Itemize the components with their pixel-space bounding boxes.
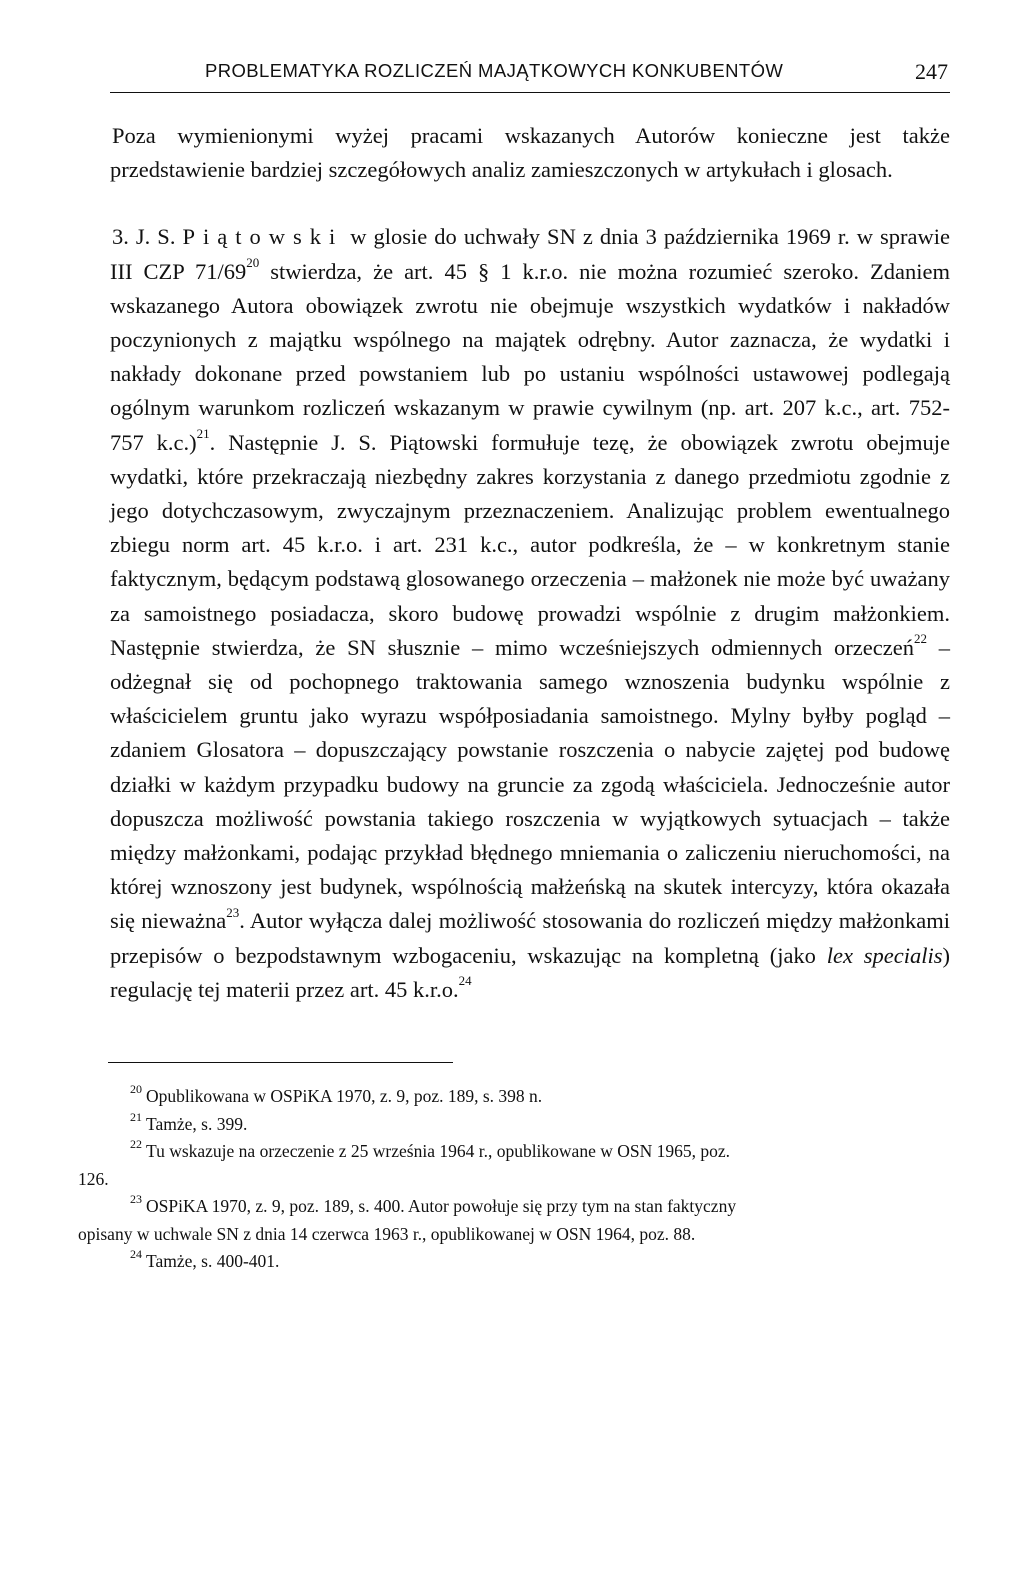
footnote-number: 24 [130, 1247, 142, 1262]
footnote-number: 23 [130, 1192, 142, 1207]
footnote-ref-22[interactable]: 22 [913, 631, 927, 647]
text-segment: . Następnie J. S. Piątowski formułuje tezę, że obowiązek zwrotu obejmuje wydatki, które przekraczają niezbędny zakres korzystania z danego przedmiotu zgodnie z jego dotychczasowym, zwyczajnym przeznaczeniem. Analizując problem ewentualnego zbiegu norm art. 45 k.r.o. i art. 231 k.c., autor podkreśla, że – w konkretnym stanie faktycznym, będącym podstawą glosowanego orzeczenia – małżonek nie może być uważany za samoistnego posiadacza, skoro budowę prowadzi wspólnie z drugim małżonkiem. Następnie stwierdza, że SN słusznie – mimo wcześniejszych odmiennych orzeczeń [110, 429, 950, 660]
paragraph-piatowski [110, 220, 950, 1007]
footnote-22-continuation: 126. [78, 1168, 109, 1189]
footnote-number: 20 [130, 1082, 142, 1097]
footnote-24 [110, 1248, 950, 1276]
footnote-ref-21[interactable]: 21 [196, 426, 210, 442]
footnotes [78, 1082, 950, 1276]
italic-term: lex specialis [826, 942, 943, 968]
footnote-number: 22 [130, 1137, 142, 1152]
footnote-20 [110, 1083, 950, 1111]
footnote-ref-23[interactable]: 23 [226, 904, 240, 920]
body-text [110, 119, 950, 1007]
text-segment: – odżegnał się od pochopnego traktowania samego wznoszenia budynku wspólnie z właścicielem gruntu jako wyrazu współposiadania samoistnego. Mylny byłby pogląd – zdaniem Glosatora – dopuszczający powstanie roszczenia o nabycie zajętej pod budowę działki w każdym przypadku budowy na gruncie za zgodą właściciela. Jednocześnie autor dopuszcza możliwość powstania takiego roszczenia w wyjątkowych sytuacjach – także między małżonkami, podając przykład błędnego mniemania o zaliczeniu nieruchomości, na której wznoszony jest budynek, wspólnością małżeńską na skutek intercyzy, która okazała się nieważna [110, 634, 950, 934]
text-segment: w glosie do uchwały SN z dnia 3 października 1969 r. w sprawie III CZP 71/69 [110, 224, 950, 284]
footnote-ref-24[interactable]: 24 [458, 973, 472, 989]
footnote-ref-20[interactable]: 20 [246, 255, 260, 271]
footnote-text: Tamże, s. 399. [146, 1113, 248, 1134]
footnote-text: OSPiKA 1970, z. 9, poz. 189, s. 400. Autor powołuje się przy tym na stan faktyczny [146, 1196, 737, 1217]
footnote-divider [108, 1062, 453, 1063]
running-title: PROBLEMATYKA ROZLICZEŃ MAJĄTKOWYCH KONKUBENTÓW [205, 60, 784, 81]
running-header [110, 58, 950, 93]
footnote-text: Tamże, s. 400-401. [146, 1251, 280, 1272]
document-page [78, 58, 950, 1276]
footnote-22 [110, 1138, 950, 1166]
author-name-spaced: Piątowski [182, 224, 344, 250]
footnote-23 [110, 1193, 950, 1221]
footnote-number: 21 [130, 1109, 142, 1124]
text-segment: stwierdza, że art. 45 § 1 k.r.o. nie można rozumieć szeroko. Zdaniem wskazanego Autora obowiązek zwrotu nie obejmuje wszystkich wydatków i nakładów poczynionych z majątku wspólnego na majątek odrębny. Autor zaznacza, że wydatki i nakłady dokonane przed powstaniem lub po ustaniu wspólności ustawowej podlegają ogólnym warunkom rozliczeń wskazanym w prawie cywilnym (np. art. 207 k.c., art. 752-757 k.c.) [110, 258, 950, 455]
footnote-text: Opublikowana w OSPiKA 1970, z. 9, poz. 189, s. 398 n. [146, 1086, 543, 1107]
text-segment: ) regulację tej materii przez art. 45 k.r.o. [110, 942, 950, 1002]
paragraph-intro: Poza wymienionymi wyżej pracami wskazanych Autorów konieczne jest także przedstawienie bardziej szczegółowych analiz zamieszczonych w artykułach i glosach. [110, 123, 950, 183]
footnote-23-continuation: opisany w uchwale SN z dnia 14 czerwca 1963 r., opublikowanej w OSN 1964, poz. 88. [78, 1223, 696, 1244]
text-segment: . Autor wyłącza dalej możliwość stosowania do rozliczeń między małżonkami przepisów o bezpodstawnym wzbogaceniu, wskazując na kompletną (jako [110, 908, 950, 968]
text-segment: 3. J. S. [112, 224, 183, 250]
footnote-21 [110, 1111, 950, 1139]
footnote-text: Tu wskazuje na orzeczenie z 25 września 1964 r., opublikowane w OSN 1965, poz. [146, 1141, 731, 1162]
page-number: 247 [915, 59, 948, 84]
